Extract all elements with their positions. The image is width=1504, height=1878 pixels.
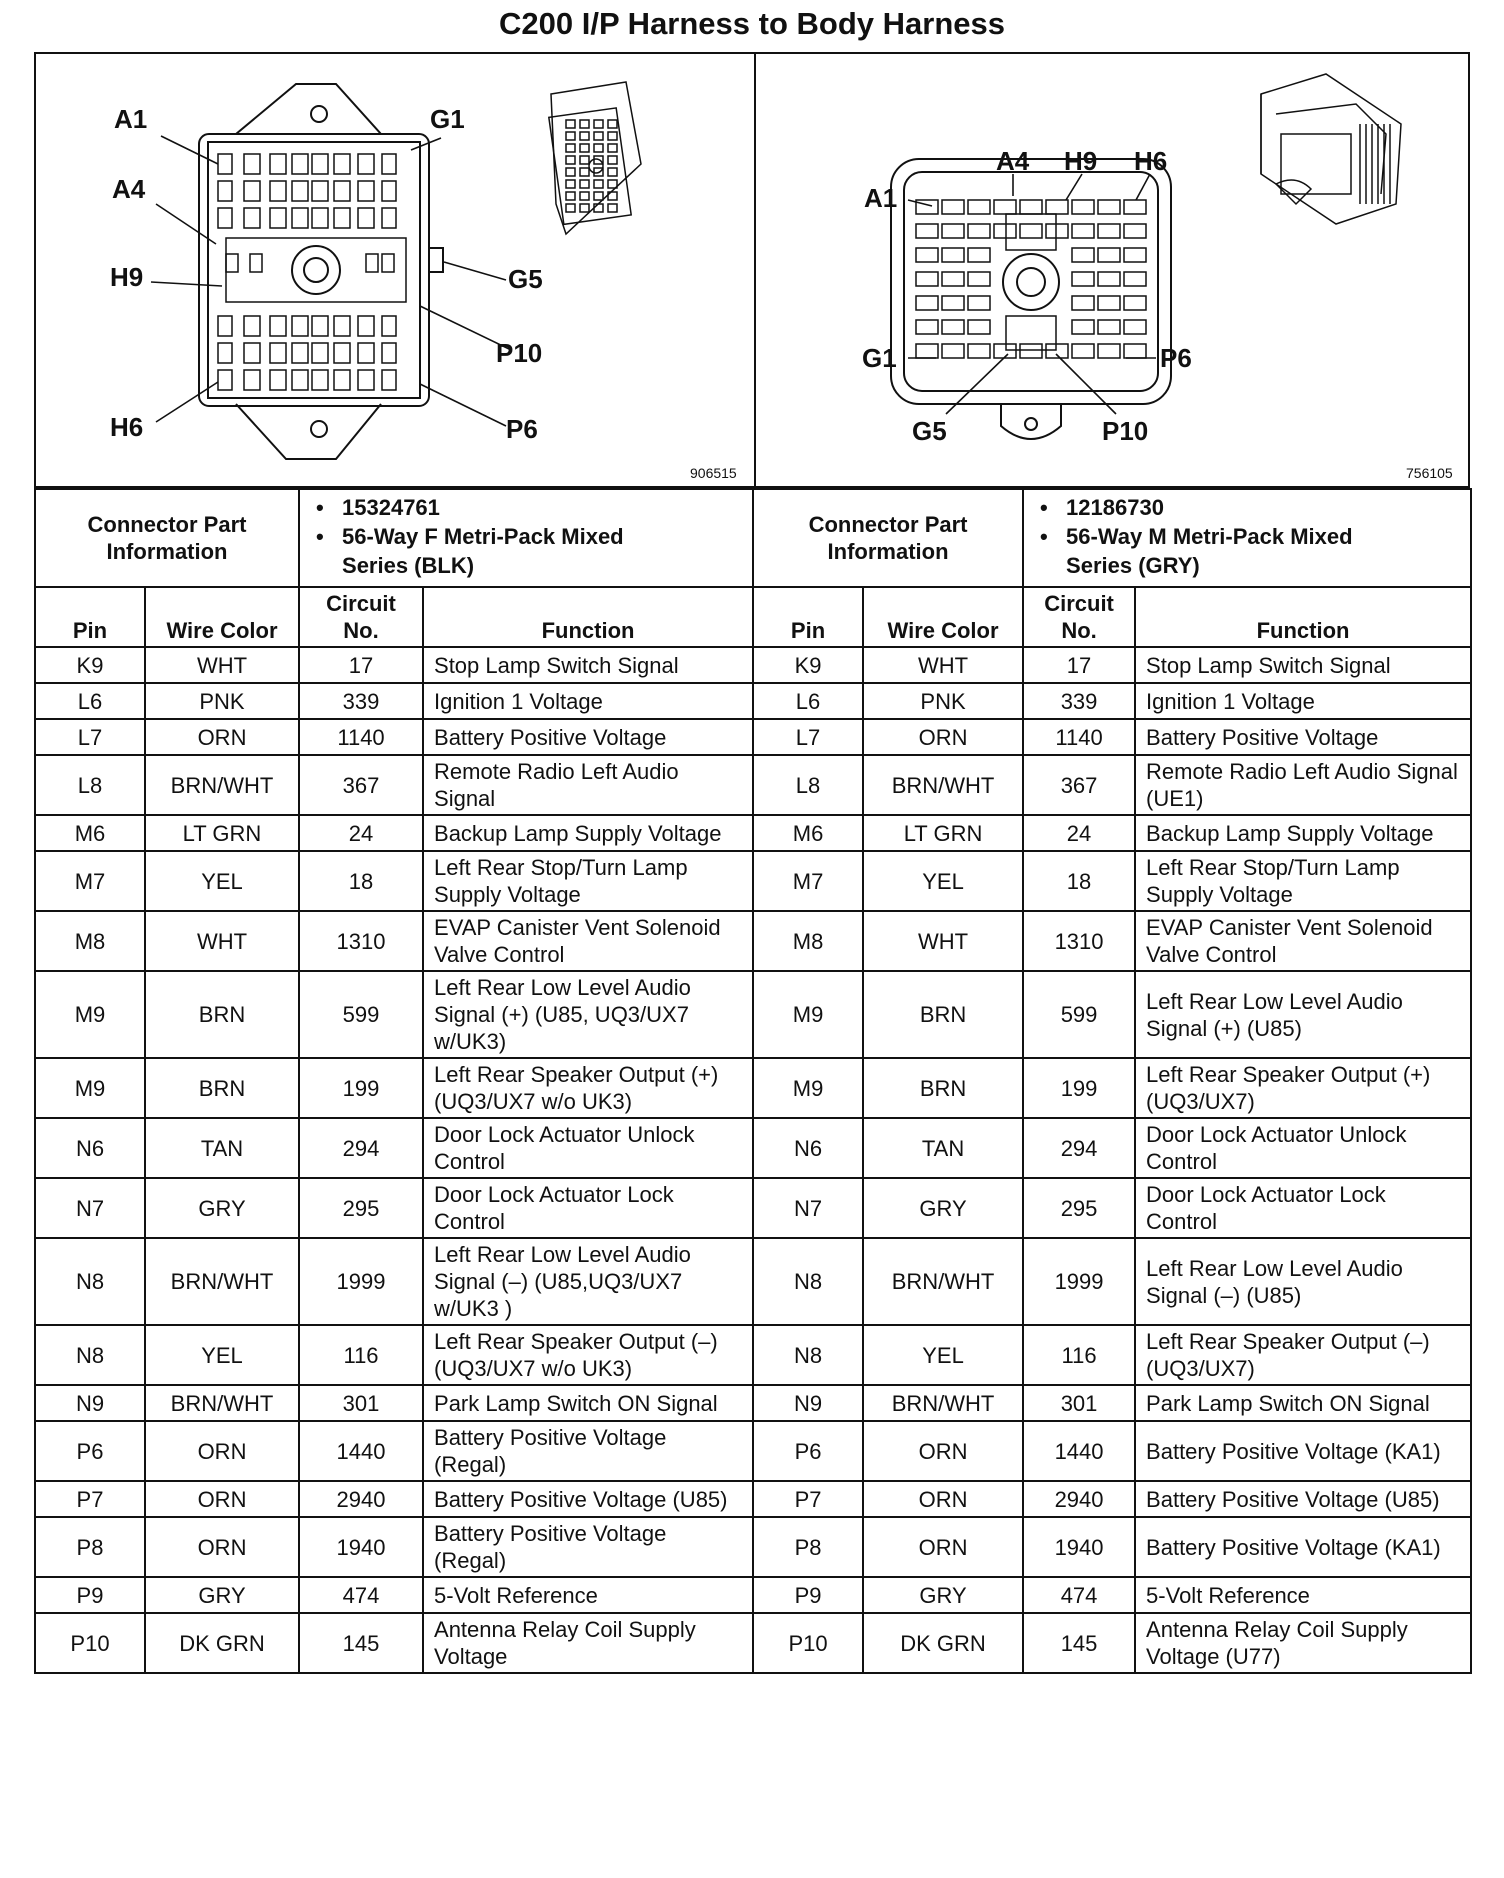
right-circuit-cell: 2940 <box>1023 1481 1135 1517</box>
left-pin-cell: L8 <box>35 755 145 815</box>
right-circuit-cell: 295 <box>1023 1178 1135 1238</box>
right-wire-color-cell: ORN <box>863 1481 1023 1517</box>
right-function-cell: Left Rear Stop/Turn Lamp Supply Voltage <box>1135 851 1471 911</box>
left-wire-color-cell: BRN <box>145 971 299 1058</box>
left-wire-color-cell: WHT <box>145 911 299 971</box>
col-head-circuit-right: Circuit No. <box>1023 587 1135 647</box>
right-circuit-cell: 367 <box>1023 755 1135 815</box>
left-circuit-cell: 145 <box>299 1613 423 1673</box>
left-description-line1: 56-Way F Metri-Pack Mixed <box>342 524 624 549</box>
right-pin-cell: M9 <box>753 1058 863 1118</box>
col-head-pin-left: Pin <box>35 587 145 647</box>
right-pin-cell: L8 <box>753 755 863 815</box>
left-circuit-cell: 2940 <box>299 1481 423 1517</box>
right-function-cell: Remote Radio Left Audio Signal (UE1) <box>1135 755 1471 815</box>
right-function-cell: Left Rear Low Level Audio Signal (–) (U85) <box>1135 1238 1471 1325</box>
left-function-cell: Battery Positive Voltage (U85) <box>423 1481 753 1517</box>
right-pin-cell: P6 <box>753 1421 863 1481</box>
right-pin-cell: N6 <box>753 1118 863 1178</box>
right-label-g5: G5 <box>912 416 947 446</box>
left-label-g5: G5 <box>508 264 543 294</box>
right-wire-color-cell: PNK <box>863 683 1023 719</box>
left-label-p6: P6 <box>506 414 538 444</box>
left-connector-diagram <box>36 54 754 486</box>
right-label-a1: A1 <box>864 183 898 213</box>
right-wire-color-cell: BRN <box>863 1058 1023 1118</box>
right-wire-color-cell: BRN/WHT <box>863 755 1023 815</box>
left-circuit-cell: 294 <box>299 1118 423 1178</box>
right-circuit-cell: 1140 <box>1023 719 1135 755</box>
table-row <box>35 1613 1471 1673</box>
left-pin-cell: N9 <box>35 1385 145 1421</box>
right-circuit-cell: 1940 <box>1023 1517 1135 1577</box>
left-pin-cell: P6 <box>35 1421 145 1481</box>
table-row <box>35 683 1471 719</box>
right-wire-color-cell: GRY <box>863 1178 1023 1238</box>
right-function-cell: Battery Positive Voltage <box>1135 719 1471 755</box>
left-pin-cell: P7 <box>35 1481 145 1517</box>
left-function-cell: Park Lamp Switch ON Signal <box>423 1385 753 1421</box>
right-circuit-cell: 294 <box>1023 1118 1135 1178</box>
right-pin-cell: N8 <box>753 1325 863 1385</box>
left-diagram-code: 906515 <box>690 465 737 481</box>
right-function-cell: 5-Volt Reference <box>1135 1577 1471 1613</box>
left-wire-color-cell: BRN/WHT <box>145 1385 299 1421</box>
left-pin-cell: P10 <box>35 1613 145 1673</box>
left-function-cell: Backup Lamp Supply Voltage <box>423 815 753 851</box>
table-row <box>35 1421 1471 1481</box>
right-label-a4: A4 <box>996 146 1030 176</box>
right-diagram-code: 756105 <box>1406 465 1453 481</box>
right-pin-cell: P9 <box>753 1577 863 1613</box>
left-circuit-cell: 599 <box>299 971 423 1058</box>
connector-info-left: • 15324761 • 56-Way F Metri-Pack Mixed Series (BLK) <box>299 489 753 587</box>
left-function-cell: Left Rear Speaker Output (+) (UQ3/UX7 w/o UK3) <box>423 1058 753 1118</box>
left-wire-color-cell: YEL <box>145 1325 299 1385</box>
col-head-function-right: Function <box>1135 587 1471 647</box>
right-wire-color-cell: GRY <box>863 1577 1023 1613</box>
right-pin-cell: L7 <box>753 719 863 755</box>
left-description-line2: Series (BLK) <box>342 553 475 578</box>
right-wire-color-cell: BRN/WHT <box>863 1385 1023 1421</box>
right-pin-cell: M7 <box>753 851 863 911</box>
left-function-cell: Battery Positive Voltage (Regal) <box>423 1517 753 1577</box>
right-circuit-cell: 339 <box>1023 683 1135 719</box>
left-function-cell: Stop Lamp Switch Signal <box>423 647 753 683</box>
left-circuit-cell: 367 <box>299 755 423 815</box>
col-head-wire-right: Wire Color <box>863 587 1023 647</box>
right-wire-color-cell: WHT <box>863 911 1023 971</box>
left-circuit-cell: 18 <box>299 851 423 911</box>
right-pin-cell: P8 <box>753 1517 863 1577</box>
left-wire-color-cell: BRN/WHT <box>145 755 299 815</box>
right-function-cell: Ignition 1 Voltage <box>1135 683 1471 719</box>
left-function-cell: 5-Volt Reference <box>423 1577 753 1613</box>
left-wire-color-cell: BRN <box>145 1058 299 1118</box>
right-circuit-cell: 17 <box>1023 647 1135 683</box>
left-function-cell: Left Rear Stop/Turn Lamp Supply Voltage <box>423 851 753 911</box>
col-head-function-left: Function <box>423 587 753 647</box>
left-pin-cell: N8 <box>35 1238 145 1325</box>
left-wire-color-cell: BRN/WHT <box>145 1238 299 1325</box>
left-label-h9: H9 <box>110 262 144 292</box>
left-function-cell: EVAP Canister Vent Solenoid Valve Control <box>423 911 753 971</box>
right-label-h9: H9 <box>1064 146 1098 176</box>
left-wire-color-cell: ORN <box>145 1517 299 1577</box>
left-label-h6: H6 <box>110 412 144 442</box>
left-function-cell: Battery Positive Voltage <box>423 719 753 755</box>
left-circuit-cell: 301 <box>299 1385 423 1421</box>
left-wire-color-cell: DK GRN <box>145 1613 299 1673</box>
right-function-cell: Park Lamp Switch ON Signal <box>1135 1385 1471 1421</box>
right-wire-color-cell: ORN <box>863 1421 1023 1481</box>
left-label-a1: A1 <box>114 104 148 134</box>
left-pin-cell: L7 <box>35 719 145 755</box>
table-row <box>35 851 1471 911</box>
table-row <box>35 911 1471 971</box>
female-connector-drawing <box>36 54 754 486</box>
right-function-cell: Door Lock Actuator Unlock Control <box>1135 1118 1471 1178</box>
right-circuit-cell: 199 <box>1023 1058 1135 1118</box>
pin-rows <box>35 647 1471 1673</box>
left-function-cell: Battery Positive Voltage (Regal) <box>423 1421 753 1481</box>
connector-figure-area <box>34 52 1470 488</box>
right-function-cell: Battery Positive Voltage (KA1) <box>1135 1517 1471 1577</box>
left-function-cell: Left Rear Speaker Output (–) (UQ3/UX7 w/o UK3) <box>423 1325 753 1385</box>
right-circuit-cell: 1440 <box>1023 1421 1135 1481</box>
left-wire-color-cell: LT GRN <box>145 815 299 851</box>
page-title: C200 I/P Harness to Body Harness <box>499 6 1005 41</box>
table-row <box>35 647 1471 683</box>
left-wire-color-cell: ORN <box>145 1481 299 1517</box>
right-function-cell: Antenna Relay Coil Supply Voltage (U77) <box>1135 1613 1471 1673</box>
col-head-wire-left: Wire Color <box>145 587 299 647</box>
right-function-cell: Left Rear Low Level Audio Signal (+) (U85) <box>1135 971 1471 1058</box>
table-row <box>35 1118 1471 1178</box>
col-head-pin-right: Pin <box>753 587 863 647</box>
right-wire-color-cell: WHT <box>863 647 1023 683</box>
right-function-cell: Battery Positive Voltage (U85) <box>1135 1481 1471 1517</box>
table-row <box>35 1058 1471 1118</box>
left-connector-thumbnail <box>549 82 641 234</box>
left-circuit-cell: 295 <box>299 1178 423 1238</box>
right-pin-cell: L6 <box>753 683 863 719</box>
right-circuit-cell: 1310 <box>1023 911 1135 971</box>
right-function-cell: Stop Lamp Switch Signal <box>1135 647 1471 683</box>
left-circuit-cell: 1440 <box>299 1421 423 1481</box>
right-circuit-cell: 1999 <box>1023 1238 1135 1325</box>
right-wire-color-cell: BRN/WHT <box>863 1238 1023 1325</box>
left-pin-cell: M6 <box>35 815 145 851</box>
table-row <box>35 1325 1471 1385</box>
right-description-line1: 56-Way M Metri-Pack Mixed <box>1066 524 1353 549</box>
left-circuit-cell: 1940 <box>299 1517 423 1577</box>
left-circuit-cell: 1140 <box>299 719 423 755</box>
right-pin-cell: N8 <box>753 1238 863 1325</box>
right-pin-cell: N9 <box>753 1385 863 1421</box>
left-pin-cell: N6 <box>35 1118 145 1178</box>
connector-info-row <box>35 489 1471 587</box>
right-function-cell: Left Rear Speaker Output (+) (UQ3/UX7) <box>1135 1058 1471 1118</box>
left-function-cell: Door Lock Actuator Unlock Control <box>423 1118 753 1178</box>
right-wire-color-cell: YEL <box>863 851 1023 911</box>
right-wire-color-cell: LT GRN <box>863 815 1023 851</box>
left-label-a4: A4 <box>112 174 146 204</box>
right-pin-cell: M6 <box>753 815 863 851</box>
right-wire-color-cell: DK GRN <box>863 1613 1023 1673</box>
right-wire-color-cell: BRN <box>863 971 1023 1058</box>
left-wire-color-cell: PNK <box>145 683 299 719</box>
left-pin-cell: L6 <box>35 683 145 719</box>
left-wire-color-cell: YEL <box>145 851 299 911</box>
right-function-cell: Door Lock Actuator Lock Control <box>1135 1178 1471 1238</box>
table-row <box>35 1577 1471 1613</box>
left-pin-cell: N7 <box>35 1178 145 1238</box>
right-wire-color-cell: ORN <box>863 719 1023 755</box>
left-circuit-cell: 116 <box>299 1325 423 1385</box>
right-connector-diagram <box>756 54 1470 486</box>
right-label-g1: G1 <box>862 343 897 373</box>
right-pin-cell: P7 <box>753 1481 863 1517</box>
right-circuit-cell: 18 <box>1023 851 1135 911</box>
right-wire-color-cell: TAN <box>863 1118 1023 1178</box>
table-row <box>35 719 1471 755</box>
left-circuit-cell: 1999 <box>299 1238 423 1325</box>
right-circuit-cell: 116 <box>1023 1325 1135 1385</box>
column-header-row <box>35 587 1471 647</box>
left-part-number: 15324761 <box>342 495 440 520</box>
col-head-circuit-left: Circuit No. <box>299 587 423 647</box>
left-wire-color-cell: ORN <box>145 719 299 755</box>
left-function-cell: Remote Radio Left Audio Signal <box>423 755 753 815</box>
right-circuit-cell: 145 <box>1023 1613 1135 1673</box>
left-circuit-cell: 24 <box>299 815 423 851</box>
connector-info-label-right: Connector Part Information <box>753 489 1023 587</box>
left-pin-cell: P8 <box>35 1517 145 1577</box>
right-part-number: 12186730 <box>1066 495 1164 520</box>
left-function-cell: Ignition 1 Voltage <box>423 683 753 719</box>
left-pin-cell: M8 <box>35 911 145 971</box>
left-wire-color-cell: TAN <box>145 1118 299 1178</box>
right-function-cell: EVAP Canister Vent Solenoid Valve Control <box>1135 911 1471 971</box>
right-function-cell: Battery Positive Voltage (KA1) <box>1135 1421 1471 1481</box>
left-circuit-cell: 1310 <box>299 911 423 971</box>
connector-info-label-left: Connector Part Information <box>35 489 299 587</box>
right-circuit-cell: 301 <box>1023 1385 1135 1421</box>
right-label-p10: P10 <box>1102 416 1149 446</box>
table-row <box>35 1385 1471 1421</box>
left-function-cell: Left Rear Low Level Audio Signal (–) (U85,UQ3/UX7 w/UK3 ) <box>423 1238 753 1325</box>
left-pin-cell: M7 <box>35 851 145 911</box>
right-label-p6: P6 <box>1160 343 1192 373</box>
left-pin-cell: M9 <box>35 971 145 1058</box>
left-pin-cell: N8 <box>35 1325 145 1385</box>
left-pin-cell: P9 <box>35 1577 145 1613</box>
right-pin-cell: M9 <box>753 971 863 1058</box>
table-row <box>35 1481 1471 1517</box>
right-wire-color-cell: ORN <box>863 1517 1023 1577</box>
left-circuit-cell: 199 <box>299 1058 423 1118</box>
left-pin-cell: K9 <box>35 647 145 683</box>
table-row <box>35 971 1471 1058</box>
left-wire-color-cell: GRY <box>145 1178 299 1238</box>
right-pin-cell: K9 <box>753 647 863 683</box>
left-wire-color-cell: GRY <box>145 1577 299 1613</box>
left-function-cell: Left Rear Low Level Audio Signal (+) (U85, UQ3/UX7 w/UK3) <box>423 971 753 1058</box>
right-function-cell: Left Rear Speaker Output (–) (UQ3/UX7) <box>1135 1325 1471 1385</box>
left-function-cell: Antenna Relay Coil Supply Voltage <box>423 1613 753 1673</box>
right-description-line2: Series (GRY) <box>1066 553 1200 578</box>
right-circuit-cell: 474 <box>1023 1577 1135 1613</box>
left-label-g1: G1 <box>430 104 465 134</box>
right-label-h6: H6 <box>1134 146 1168 176</box>
table-row <box>35 1238 1471 1325</box>
right-circuit-cell: 24 <box>1023 815 1135 851</box>
male-connector-drawing <box>756 54 1470 486</box>
left-circuit-cell: 17 <box>299 647 423 683</box>
right-pin-cell: M8 <box>753 911 863 971</box>
left-circuit-cell: 474 <box>299 1577 423 1613</box>
left-label-p10: P10 <box>496 338 543 368</box>
left-wire-color-cell: WHT <box>145 647 299 683</box>
right-pin-cell: N7 <box>753 1178 863 1238</box>
left-function-cell: Door Lock Actuator Lock Control <box>423 1178 753 1238</box>
right-circuit-cell: 599 <box>1023 971 1135 1058</box>
right-pin-cell: P10 <box>753 1613 863 1673</box>
table-row <box>35 815 1471 851</box>
left-pin-cell: M9 <box>35 1058 145 1118</box>
right-connector-thumbnail <box>1261 74 1401 224</box>
connector-info-right: • 12186730 • 56-Way M Metri-Pack Mixed Series (GRY) <box>1023 489 1471 587</box>
right-wire-color-cell: YEL <box>863 1325 1023 1385</box>
right-function-cell: Backup Lamp Supply Voltage <box>1135 815 1471 851</box>
left-circuit-cell: 339 <box>299 683 423 719</box>
table-row <box>35 1517 1471 1577</box>
left-wire-color-cell: ORN <box>145 1421 299 1481</box>
pin-table <box>34 488 1472 1674</box>
table-row <box>35 1178 1471 1238</box>
table-row <box>35 755 1471 815</box>
